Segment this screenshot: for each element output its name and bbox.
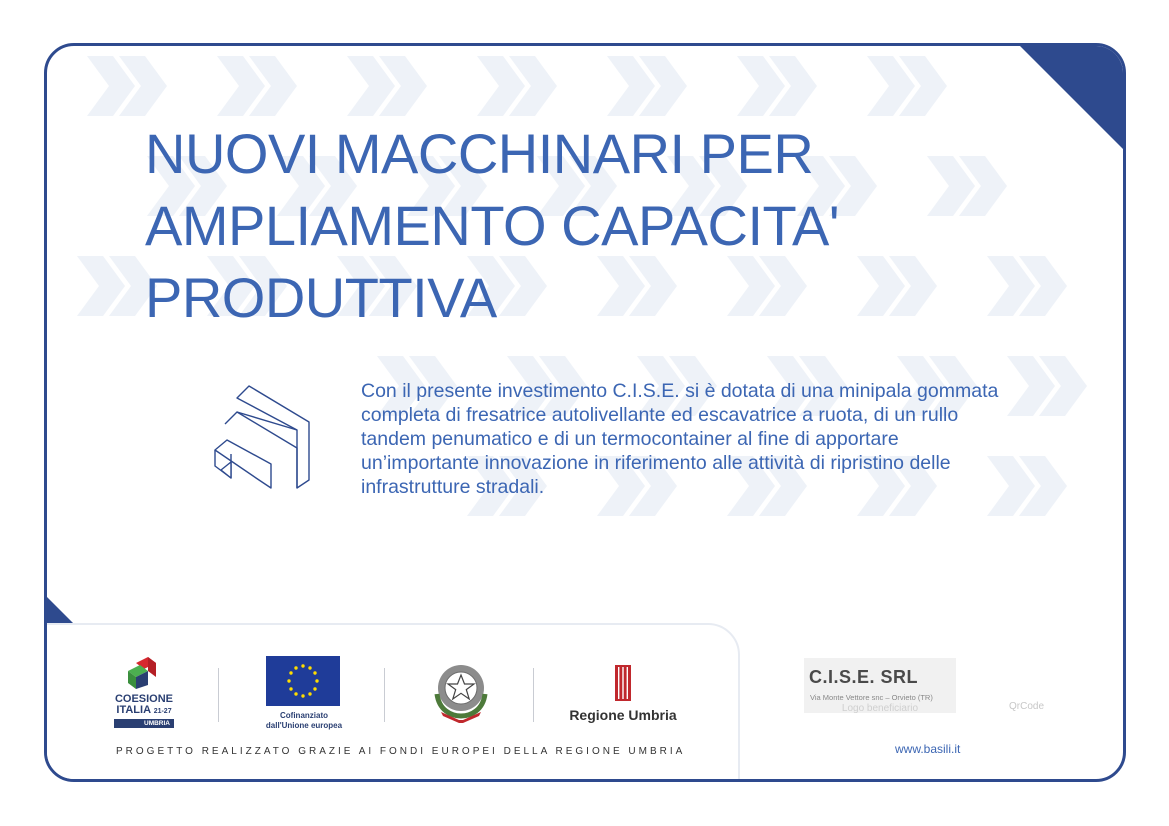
- coesione-line1: COESIONE: [114, 693, 174, 705]
- emblem-italian-republic-icon: [429, 658, 493, 724]
- title-line: AMPLIAMENTO CAPACITA': [145, 194, 840, 257]
- funding-note: PROGETTO REALIZZATO GRAZIE AI FONDI EUROPEI DELLA REGIONE UMBRIA: [116, 746, 686, 757]
- page-title: [145, 118, 1045, 334]
- logo-divider: [533, 668, 534, 722]
- regione-umbria-name: Regione Umbria: [569, 707, 677, 723]
- qrcode-placeholder: QrCode: [1009, 701, 1045, 712]
- regione-umbria-logo: [558, 665, 688, 723]
- coesione-line2: [112, 705, 176, 717]
- coesione-italia-icon: [126, 655, 162, 689]
- beneficiary-caption: Logo beneficiario: [841, 703, 919, 714]
- beneficiary-name: C.I.S.E. SRL: [809, 667, 919, 687]
- beneficiary-address: Via Monte Vettore snc – Orvieto (TR): [810, 693, 933, 702]
- logo-divider: [384, 668, 385, 722]
- eu-caption-line2: dall'Unione europea: [265, 721, 343, 730]
- eu-caption: [264, 711, 344, 731]
- logo-divider: [218, 668, 219, 722]
- eu-caption-line1: Cofinanziato: [280, 711, 328, 720]
- eu-cofinanced-logo: [264, 656, 344, 731]
- project-description: Con il presente investimento C.I.S.E. si è dotata di una minipala gommata completa di fresatrice autolivellante ed escavatrice a ruota, di un rullo tandem penumatico e di un termocontainer al fine di apportare un’importante innovazione in riferimento alle attività di ripristino delle infrastrutture stradali.: [361, 380, 999, 498]
- coesione-years: 21-27: [153, 708, 172, 715]
- funding-logos-panel: [44, 623, 740, 782]
- coesione-band: UMBRIA: [114, 719, 174, 728]
- coesione-italia-logo: [112, 655, 176, 739]
- title-line: NUOVI MACCHINARI PER: [145, 122, 814, 185]
- coesione-italia: ITALIA: [116, 704, 151, 716]
- eu-flag-icon: [266, 656, 340, 706]
- info-poster: [44, 43, 1126, 782]
- beneficiary-logo: [804, 658, 956, 713]
- website-link[interactable]: www.basili.it: [895, 742, 961, 756]
- project-logo-icon: [213, 384, 313, 490]
- title-line: PRODUTTIVA: [145, 266, 497, 329]
- regione-umbria-emblem-icon: [615, 665, 631, 701]
